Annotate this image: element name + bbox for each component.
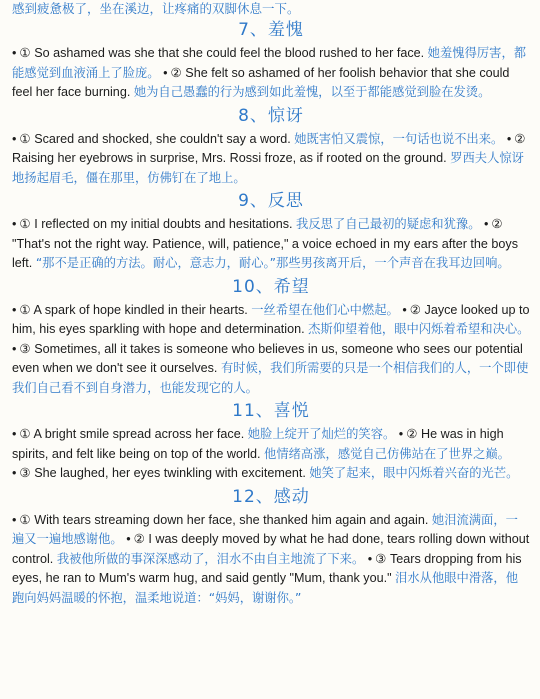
chinese-translation: 她脸上绽开了灿烂的笑容。	[247, 427, 396, 441]
continuation-text: 感到疲惫极了，坐在溪边，让疼痛的双脚休息一下。	[12, 1, 300, 16]
bullet-marker: •	[367, 551, 373, 566]
chinese-translation: 杰斯仰望着他，眼中闪烁着希望和决心。	[308, 322, 530, 336]
bullet-marker: •	[12, 427, 17, 441]
bullet-marker: •	[12, 512, 17, 527]
english-sentence: ② She felt so ashamed of her foolish behavior that she could feel her face burning.	[12, 65, 510, 99]
section-paragraph	[12, 44, 530, 103]
english-sentence: ① I reflected on my initial doubts and hesitations.	[19, 217, 293, 231]
english-sentence: ① So ashamed was she that she could feel the blood rushed to her face.	[19, 46, 425, 60]
chinese-translation: 她羞愧得厉害，都能感觉到血液涌上了脸庞。	[12, 46, 527, 80]
chinese-translation: 一丝希望在他们心中燃起。	[251, 302, 399, 317]
section-heading: 10、希望	[232, 276, 310, 297]
english-sentence: ② Raising her eyebrows in surprise, Mrs. Rossi froze, as if rooted on the ground.	[12, 131, 526, 165]
english-sentence: ② Jayce looked up to him, his eyes sparkling with hope and determination.	[12, 302, 530, 336]
section-heading: 8、惊讶	[238, 105, 304, 126]
english-sentence: ③ Tears dropping from his eyes, he ran to Mum's warm hug, and said gently "Mum, thank you."	[12, 551, 522, 585]
bullet-marker: •	[12, 341, 17, 356]
bullet-marker: •	[12, 302, 17, 317]
english-sentence: ③ Sometimes, all it takes is someone who believes in us, someone who sees our potential even when we don't see it ourselves.	[12, 341, 523, 375]
english-sentence: ① With tears streaming down her face, she thanked him again and again.	[19, 512, 429, 527]
bullet-marker: •	[126, 532, 131, 546]
sections-container	[12, 19, 530, 608]
chinese-translation: 我反思了自己最初的疑虑和犹豫。	[296, 217, 481, 231]
bullet-marker: •	[12, 217, 17, 231]
section-paragraph	[12, 130, 530, 189]
english-sentence: ② He was in high spirits, and felt like being on top of the world.	[12, 427, 504, 461]
section-heading: 12、感动	[232, 486, 310, 507]
section-heading: 7、羞愧	[238, 20, 304, 40]
section-paragraph	[12, 301, 530, 399]
english-sentence: ① A spark of hope kindled in their hearts.	[19, 302, 248, 317]
chinese-translation: 泪水从他眼中滑落，他跑向妈妈温暖的怀抱，温柔地说道：“妈妈，谢谢你。”	[12, 571, 519, 605]
chinese-translation: 她为自己愚蠢的行为感到如此羞愧，以至于都能感觉到脸在发烫。	[133, 85, 491, 99]
bullet-marker: •	[12, 131, 17, 146]
bullet-marker: •	[506, 131, 512, 146]
chinese-translation: 我被他所做的事深深感动了，泪水不由自主地流了下来。	[56, 551, 365, 566]
section-heading: 9、反思	[238, 191, 304, 211]
chinese-translation: “那不是正确的方法。耐心，意志力，耐心。”那些男孩离开后，一个声音在我耳边回响。	[35, 256, 510, 270]
chinese-translation: 她既害怕又震惊，一句话也说不出来。	[294, 131, 504, 146]
section-paragraph	[12, 511, 530, 609]
english-sentence: ① A bright smile spread across her face.	[19, 427, 245, 441]
bullet-marker: •	[402, 302, 407, 317]
english-sentence: ② "That's not the right way. Patience, will, patience," a voice echoed in my ears after the boys left.	[12, 217, 519, 270]
bullet-marker: •	[484, 217, 489, 231]
chinese-translation: 她泪流满面，一遍又一遍地感谢他。	[12, 512, 518, 546]
chinese-translation: 罗西夫人惊讶地扬起眉毛，僵在那里，仿佛钉在了地上。	[12, 151, 524, 185]
english-sentence: ① Scared and shocked, she couldn't say a word.	[19, 131, 291, 146]
bullet-marker: •	[398, 427, 404, 441]
section-paragraph	[12, 425, 530, 484]
chinese-translation: 有时候，我们所需要的只是一个相信我们的人，一个即使我们自己看不到自身潜力，也能发现它的人。	[12, 361, 529, 395]
bullet-marker: •	[163, 65, 168, 80]
english-sentence: ③ She laughed, her eyes twinkling with excitement.	[19, 466, 306, 480]
section-heading: 11、喜悦	[232, 401, 310, 421]
bullet-marker: •	[12, 46, 17, 60]
bullet-marker: •	[12, 466, 17, 480]
english-sentence: ② I was deeply moved by what he had done, tears rolling down without control.	[12, 532, 530, 566]
chinese-translation: 她笑了起来，眼中闪烁着兴奋的光芒。	[309, 466, 519, 480]
chinese-translation: 他情绪高涨，感觉自己仿佛站在了世界之巅。	[264, 446, 510, 461]
section-paragraph	[12, 215, 530, 274]
